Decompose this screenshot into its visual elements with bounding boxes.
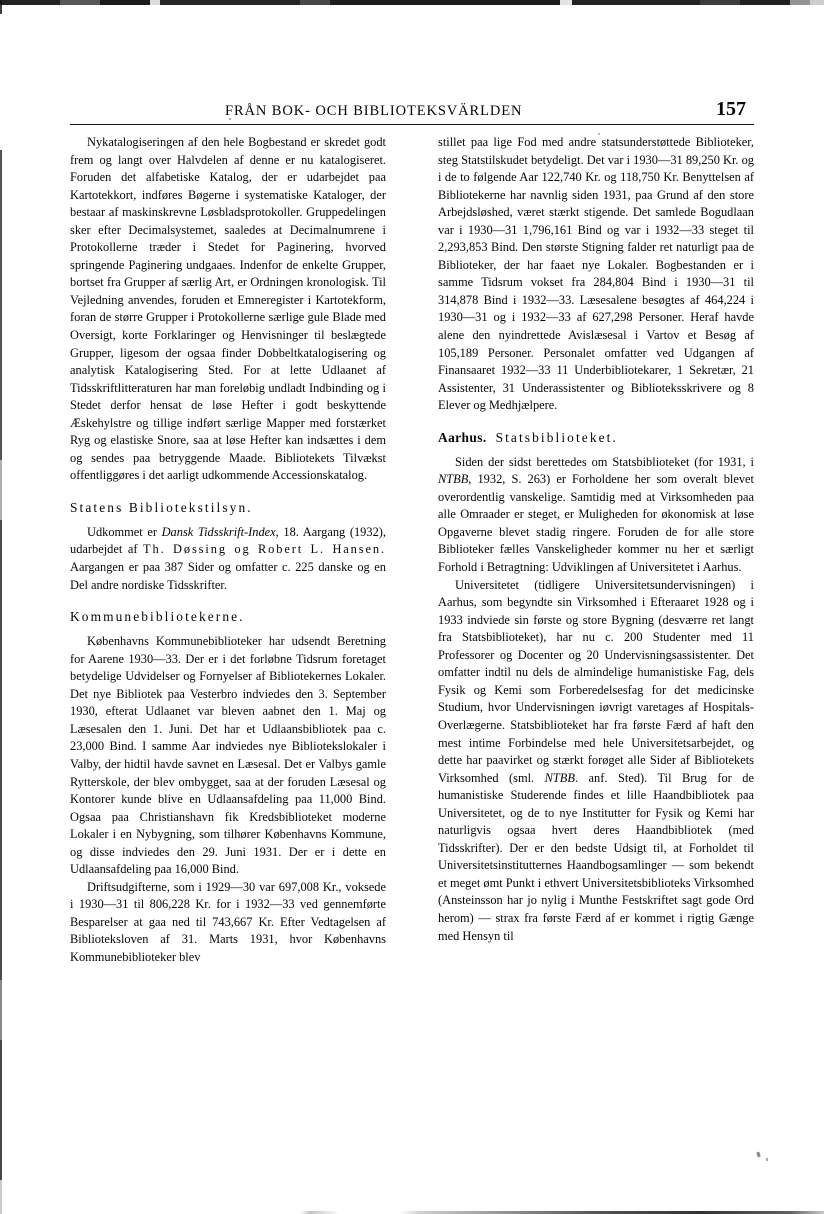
heading-aarhus-statsbiblioteket	[438, 429, 754, 446]
statens-text-after-title: , 18. Aargang (1932), udarbejdet af	[70, 524, 386, 557]
aarhus-intro-before-ref: Siden der sidst berettedes om Statsbiblioteket (for 1931, i	[455, 454, 754, 469]
statens-text-before-title: Udkommet er	[87, 524, 162, 539]
aarhus-intro-italic-ref: NTBB	[438, 472, 469, 487]
paragraph-driftsudgifterne: Driftsudgifterne, som i 1929—30 var 697,008 Kr., voksede i 1930—31 til 806,228 Kr. for i 1932—33 ved gennemførte Besparelser at gaa ned til 743,667 Kr. Efter Vedtagelsen af Biblioteksloven af 31. Marts 1931, hvor Københavns Kommunebiblioteker blev	[70, 879, 386, 964]
heading-statens-bibliotekstilsyn	[70, 499, 386, 516]
statens-italic-title: Dansk Tidsskrift-Index	[161, 524, 276, 539]
scan-artifact-top-band	[0, 0, 824, 5]
scan-speck	[766, 1158, 768, 1161]
paragraph-aarhus-universitetet	[438, 577, 754, 945]
page-body	[0, 134, 824, 967]
aarhus-univ-before-ref: Universitetet (tidligere Universitetsundervisningen) i Aarhus, som begyndte sin Virksomhed i Efteraaret 1928 og i 1933 indviede sin første og store Bygning (desværre ret langt fra Statsbiblioteket), har nu c. 200 Studenter med 11 Professorer og Docenter og 20 Undervisningsassistenter. Det omfatter indtil nu dels de almindelige humanistiske Fag, dels Fysik og Kemi som Forberedelsesfag for det medicinske Studium, hvor Undervisningen iøvrigt varetages af Hospitals-Overlægerne. Statsbiblioteket har fra første Færd af haft den mest intime Forbindelse med hele Universitetsarbejdet, og dette har paavirket og stærkt forøget alle Sider af Bibliotekets Virksomhed (sml.	[438, 577, 754, 785]
heading-statens-bibliotekstilsyn-label: Statens Bibliotekstilsyn.	[70, 499, 253, 515]
heading-aarhus-place: Aarhus.	[438, 429, 487, 445]
running-head-title: FRÅN BOK- OCH BIBLIOTEKSVÄRLDEN	[225, 103, 523, 119]
statens-text-tail: Aargangen er paa 387 Sider og omfatter c. 225 danske og en Del andre nordiske Tidsskrifter.	[70, 560, 386, 592]
paragraph-continued-statstilskud: stillet paa lige Fod med andre statsunderstøttede Biblioteker, steg Statstilskudet betydeligt. Det var i 1930—31 89,250 Kr. og i de to følgende Aar 122,740 Kr. og 118,750 Kr. Benyttelsen af Bibliotekerne har navnlig siden 1931, paa Grund af den store Arbejdsløshed, været stærkt stigende. Det samlede Bogudlaan var i 1930—31 1,796,161 Bind og var i 1932—33 steget til 2,293,853 Bind. Den største Stigning falder ret naturligt paa de Biblioteker, der har faaet nye Lokaler. Bogbestanden er i samme Tidsrum vokset fra 284,804 Bind i 1930—31 til 314,878 Bind i 1932—33. Læsesalene besøgtes af 464,224 i 1930—31 og i 1932—33 af 627,298 Personer. Heraf havde alene den nyindrettede Avislæsesal i Vartov et Besøg af 105,189 Personer. Personalet omfatter ved Udgangen af Finansaaret 1932—33 11 Underbibliotekarer, 1 Sekretær, 21 Assistenter, 31 Underassistenter og Biblioteksskrivere og 8 Elever og Medhjælpere.	[438, 135, 754, 413]
paragraph-kobenhavns-kommunebiblioteker: Københavns Kommunebiblioteker har udsendt Beretning for Aarene 1930—33. Der er i det forløbne Tidsrum foretaget betydelige Udvidelser og Fornyelser af Bibliotekernes Lokaler. Det nye Bibliotek paa Vesterbro indviedes den 3. September 1930, efterat Udlaanet var bleven aabnet den 1. Maj og Læsesalen den 1. Juni. Det har et Udlaansbibliotek paa c. 23,000 Bind. I samme Aar indviedes nye Bibliotekslokaler i Valby, der hidtil havde savnet en Læsesal. Det er Valbys gamle Rytterskole, der blev ombygget, saa at der foruden Læsesal og Kontorer kunde blive en Udlaansafdeling paa 11,000 Bind. Ogsaa paa Christianshavn fik Kredsbiblioteket moderne Lokaler i en Nybygning, som tilhører Københavns Kommune, og disse indviedes den 29. Juni 1931. Der er i dette en Udlaansafdeling paa 16,000 Bind.	[70, 634, 386, 877]
running-head-rule	[70, 124, 754, 125]
aarhus-intro-after-ref: , 1932, S. 263) er Forholdene her som overalt blevet overordentlig vanskelige. Samtidig med at Virksomheden paa alle Omraader er steget, er Muligheden for økonomisk at løse Opgaverne blevet stadig ringere. Foruden de for alle store Biblioteker fælles Vanskeligheder kommer nu her et særligt Forhold i Betragtning: Udviklingen af Universitetet i Aarhus.	[438, 472, 754, 575]
page-number: 157	[716, 98, 746, 120]
running-head	[70, 98, 754, 125]
aarhus-univ-after-ref: . anf. Sted). Til Brug for de humanistiske Studerende findes et lille Haandbibliotek paa Universitetet, og de to nye Institutter for Fysik og Kemi har naturligvis ogsaa hvert deres Haandbibliotek (med Tidsskrifter). Der er den bedste Udsigt til, at Forholdet til Universitetsinstitutternes Haandbogsamlinger — som bekendt et meget ømt Punkt i ethvert Universitetsbiblioteks Virksomhed (Ansteinsson har jo nylig i Munthe Festskriftet sagt gode Ord herom) — strax fra første Færd af er kommet i rigtig Gænge med Hensyn til	[438, 770, 754, 943]
column-left	[70, 134, 386, 967]
heading-kommunebibliotekerne-label: Kommunebibliotekerne.	[70, 609, 245, 625]
heading-kommunebibliotekerne	[70, 608, 386, 625]
statens-spaced-names: Th. Døssing og Robert L. Hansen.	[143, 542, 386, 557]
paragraph-aarhus-intro	[438, 454, 754, 577]
aarhus-univ-italic-ref: NTBB	[544, 770, 575, 785]
paragraph-statens-bibliotekstilsyn	[70, 524, 386, 594]
paragraph-nykatalogisering: Nykatalogiseringen af den hele Bogbestand er skredet godt frem og langt over Halvdelen af denne er nu katalogiseret. Foruden det alfabetiske Katalog, der er udarbejdet paa Kartotekkort, indføres Bøgerne i systematiske Kataloger, der bestaar af maskinskrevne Løsbladsprotokoller. Gruppedelingen sker efter Decimalsystemet, saaledes at Decimalnumrene i Protokollerne træder i Stedet for Paginering, hvorved springende Paginering undgaaes. Indenfor de enkelte Grupper, bortset fra Grupper af særlig Art, er Ordningen kronologisk. Til Vejledning anvendes, foruden et Emneregister i Kartotekform, foran de større Grupper i Protokollerne særlige gule Blade med Oversigt, korte Forklaringer og Henvisninger til beslægtede Grupper, ligesom der ogsaa finder Dobbeltkatalogisering og analytisk Katalogisering Sted. For at lette Udlaanet af Tidsskriftlitteraturen har man foreløbig undladt Indbinding og i Stedet derfor hensat de løse Hefter i godt beskyttende Æskehylstre og tillige indført særlige Mapper med forstærket Ryg og elastiske Snore, saa at løse Hefter kan indsættes i dem og sendes paa betryggende Maade. Bibliotekets Tilvækst offentliggøres i det aarligt udkommende Accessionskatalog.	[70, 135, 386, 483]
column-right	[438, 134, 754, 967]
scan-speck	[756, 1152, 760, 1158]
running-head-row	[70, 98, 754, 121]
heading-aarhus-institution: Statsbiblioteket.	[495, 429, 618, 445]
